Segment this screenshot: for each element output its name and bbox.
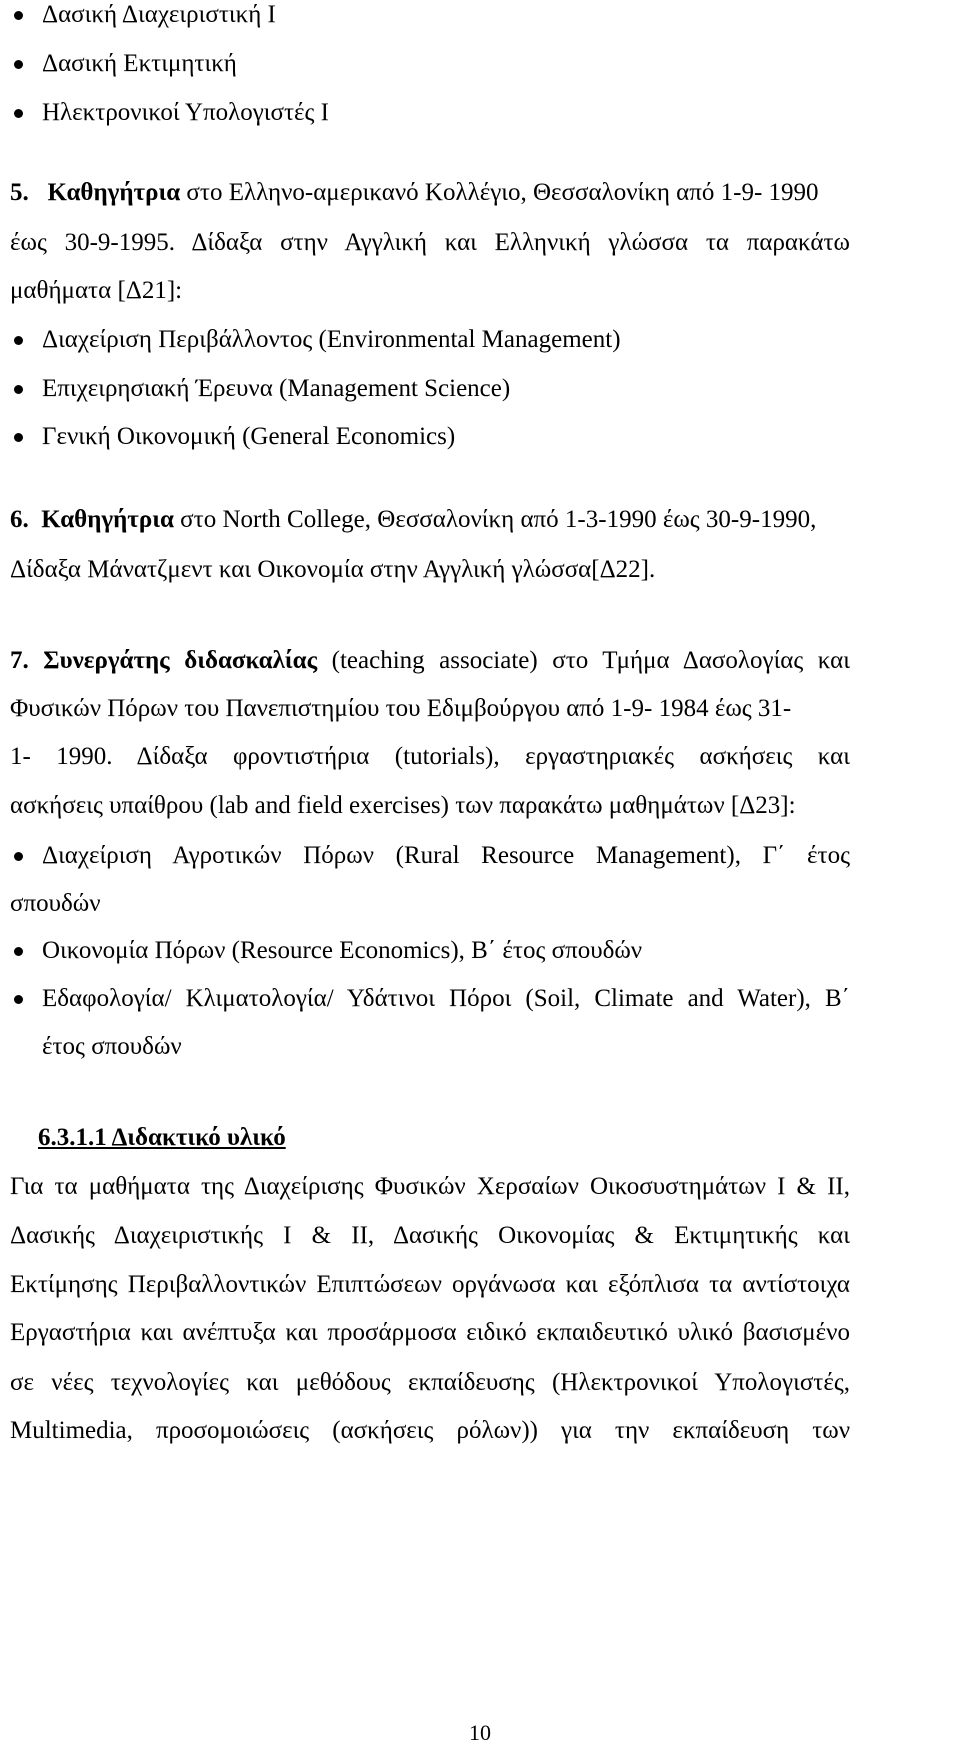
entry-role: Καθηγήτρια [41,506,174,533]
list-item: Δασική Διαχειριστική Ι [42,1,276,28]
entry-7-line-2: Φυσικών Πόρων του Πανεπιστημίου του Εδιμβούργου από 1-9- 1984 έως 31- [10,695,792,722]
course-item: Επιχειρησιακή Έρευνα (Management Science) [42,375,511,402]
course-item: Οικονομία Πόρων (Resource Economics), Β΄ έτος σπουδών [42,937,643,964]
entry-number: 6. [10,506,29,533]
entry-6-line-2: Δίδαξα Μάνατζμεντ και Οικονομία στην Αγγλική γλώσσα[Δ22]. [10,556,656,583]
paragraph-line: σε νέες τεχνολογίες και μεθόδους εκπαίδευσης (Ηλεκτρονικοί Υπολογιστές, [10,1369,850,1396]
entry-role: Συνεργάτης διδασκαλίας [43,647,318,674]
entry-role: Καθηγήτρια [47,179,181,206]
bullet-icon [14,995,23,1004]
entry-6-line-1 [10,505,816,535]
entry-7-line-4: ασκήσεις υπαίθρου (lab and field exercises) των παρακάτω μαθημάτων [Δ23]: [10,792,796,819]
entry-text: στο North College, Θεσσαλονίκη από 1-3-1990 έως 30-9-1990, [173,506,817,533]
bullet-icon [14,60,23,69]
list-item: Δασική Εκτιμητική [42,50,237,77]
entry-text: (teaching associate) στο Τμήμα Δασολογίας και [317,647,851,674]
page-number: 10 [469,1720,491,1745]
course-item-continuation: έτος σπουδών [42,1033,182,1060]
section-heading: 6.3.1.1 Διδακτικό υλικό [38,1124,286,1151]
paragraph-line: Για τα μαθήματα της Διαχείρισης Φυσικών Χερσαίων Οικοσυστημάτων Ι & ΙΙ, [10,1173,850,1200]
paragraph-line: Εργαστήρια και ανέπτυξα και προσάρμοσα ειδικό εκπαιδευτικό υλικό βασισμένο [10,1319,850,1346]
paragraph-line: Δασικής Διαχειριστικής Ι & ΙΙ, Δασικής Οικονομίας & Εκτιμητικής και [10,1222,850,1249]
bullet-icon [14,11,23,20]
entry-number: 5. [10,179,29,206]
entry-7-line-3: 1- 1990. Δίδαξα φροντιστήρια (tutorials), εργαστηριακές ασκήσεις και [10,743,850,770]
entry-5-line-2: έως 30-9-1995. Δίδαξα στην Αγγλική και Ελληνική γλώσσα τα παρακάτω [10,229,850,256]
entry-5-line-1 [10,178,819,208]
entry-5-line-3: μαθήματα [Δ21]: [10,277,183,304]
entry-text: στο Ελληνο-αμερικανό Κολλέγιο, Θεσσαλονίκη από 1-9- 1990 [180,179,819,206]
entry-7-line-1 [10,646,850,676]
bullet-icon [14,336,23,345]
course-item: Διαχείριση Αγροτικών Πόρων (Rural Resource Management), Γ΄ έτος [42,842,850,869]
course-item-continuation: σπουδών [10,890,101,917]
bullet-icon [14,433,23,442]
course-item: Διαχείριση Περιβάλλοντος (Environmental Management) [42,326,621,353]
bullet-icon [14,385,23,394]
course-item: Γενική Οικονομική (General Economics) [42,423,456,450]
entry-number: 7. [10,647,29,674]
paragraph-line: Multimedia, προσομοιώσεις (ασκήσεις ρόλων)) για την εκπαίδευση των [10,1417,850,1444]
bullet-icon [14,852,23,861]
bullet-icon [14,109,23,118]
bullet-icon [14,947,23,956]
list-item: Ηλεκτρονικοί Υπολογιστές Ι [42,99,329,126]
paragraph-line: Εκτίμησης Περιβαλλοντικών Επιπτώσεων οργάνωσα και εξόπλισα τα αντίστοιχα [10,1271,850,1298]
course-item: Εδαφολογία/ Κλιματολογία/ Υδάτινοι Πόροι (Soil, Climate and Water), Β΄ [42,985,850,1012]
